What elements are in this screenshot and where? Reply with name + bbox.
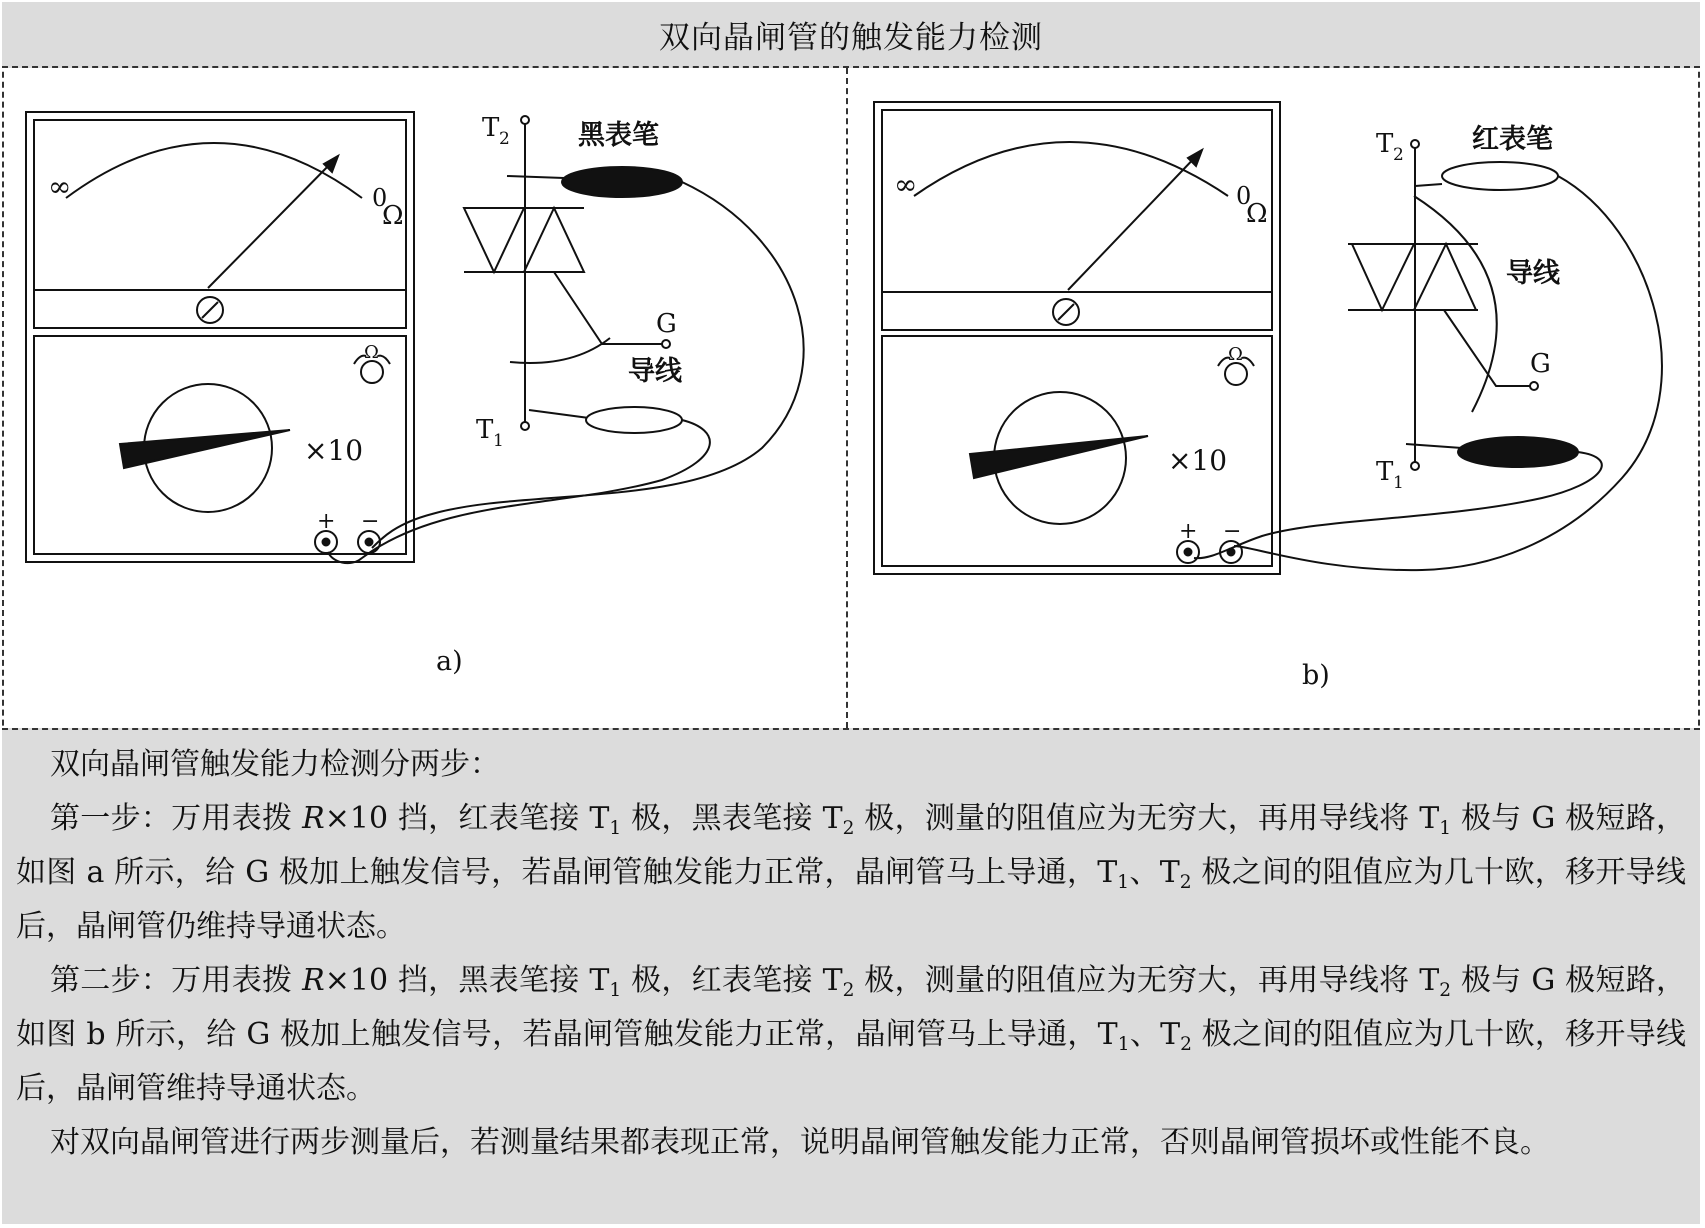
step2-sub-1: 1 [609, 980, 622, 1001]
step2-sub-5: 2 [1180, 1034, 1192, 1055]
step2-sub-2: 2 [842, 980, 855, 1001]
cable-b-black [1194, 452, 1602, 558]
step2-text-f: 、T [1129, 1017, 1181, 1052]
cable-b-red [1234, 176, 1662, 570]
meter-a-range-label: ×10 [304, 434, 364, 467]
triac-a-g-terminal [662, 340, 670, 348]
conclusion-paragraph [16, 1116, 1686, 1170]
step2-text-g: 极之间的阻值应为几十欧，移开导线后，晶闸管维持导通状态。 [16, 1017, 1686, 1106]
triac-b-t2-sub: 2 [1393, 145, 1404, 165]
meter-b-minus-label: − [1223, 519, 1242, 544]
step2-text-d: 极，测量的阻值应为无穷大，再用导线将 T [854, 963, 1440, 998]
triac-a-down-triangle [464, 208, 524, 272]
step2-text-b: ×10 挡，黑表笔接 T [324, 963, 610, 998]
meter-a-minus-label: − [361, 509, 380, 534]
step1-sub-4: 1 [1117, 872, 1130, 893]
wire-a-label: 导线 [628, 356, 682, 387]
probe-a-red [586, 407, 682, 433]
step2-paragraph [16, 954, 1686, 1116]
probe-a-black-tip [507, 176, 564, 178]
step1-text-c: 极，黑表笔接 T [621, 801, 843, 836]
probe-a-black [562, 167, 682, 197]
meter-b-ohm-label: Ω [1246, 199, 1268, 229]
figure-b [874, 102, 1662, 574]
meter-a-needle-tip [324, 156, 338, 172]
meter-a-knob-omega: Ω [364, 342, 379, 363]
meter-a-zero-adjust-slot [202, 302, 218, 318]
triac-b-down-triangle [1352, 244, 1414, 310]
step2-sub-3: 2 [1439, 980, 1452, 1001]
meter-a-minus-jack-dot [366, 539, 373, 546]
figure-b-labels [894, 123, 1561, 691]
step2-text-a: 第二步：万用表拨 [50, 963, 303, 998]
page-title: 双向晶闸管的触发能力检测 [2, 2, 1700, 68]
step1-text-e: 极与 G 极短路，如图 a 所示，给 G 极加上触发信号，若晶闸管触发能力正常，晶闸管马上导通，T [16, 801, 1686, 890]
triac-a-t2-terminal [521, 116, 529, 124]
step1-paragraph [16, 792, 1686, 954]
triac-a-g-label: G [656, 309, 677, 339]
step1-sub-2: 2 [842, 818, 855, 839]
triac-a-t1-terminal [521, 422, 529, 430]
figure-a-caption: a) [436, 646, 463, 677]
probe-a-red-tip [529, 410, 589, 418]
intro-text: 双向晶闸管触发能力检测分两步： [50, 747, 500, 782]
figure-a-labels [48, 113, 683, 677]
step2-text-e: 极与 G 极短路，如图 b 所示，给 G 极加上触发信号，若晶闸管触发能力正常，晶闸管马上导通，T [16, 963, 1686, 1052]
meter-a-zero-strip [34, 290, 406, 328]
meter-a-knob-icon [361, 361, 383, 383]
probe-b-red [1442, 162, 1558, 190]
step1-sub-5: 2 [1179, 872, 1192, 893]
probe-b-red-tip [1415, 184, 1442, 186]
triac-a-t1-sub: 1 [493, 431, 504, 451]
triac-b-t1-label: T [1376, 457, 1394, 487]
probe-b-black [1458, 437, 1578, 467]
meter-a-plus-label: + [317, 509, 336, 534]
meter-b-range-label: ×10 [1168, 444, 1228, 477]
figure-area [2, 68, 1700, 728]
triac-b-g-label: G [1530, 349, 1551, 379]
description-text [2, 728, 1700, 1224]
meter-b-body [874, 102, 1280, 574]
triac-a-t2-sub: 2 [499, 129, 510, 149]
step1-text-g: 极之间的阻值应为几十欧，移开导线后，晶闸管仍维持导通状态。 [16, 855, 1686, 944]
triac-b-g-terminal [1530, 382, 1538, 390]
meter-a-dial-window [34, 120, 406, 328]
step1-text-a: 第一步：万用表拨 [50, 801, 303, 836]
step2-r-symbol: R [302, 963, 325, 998]
meter-a-scale-arc [66, 143, 362, 198]
meter-b-scale-arc [914, 142, 1228, 196]
meter-b-knob-omega: Ω [1228, 344, 1243, 365]
triac-a-t1-label: T [476, 415, 494, 445]
figure-a [26, 112, 804, 563]
probe-a-label: 黑表笔 [578, 120, 659, 151]
meter-b-knob-arrow-right [1242, 358, 1254, 366]
intro-paragraph [16, 738, 1686, 792]
step1-text-f: 、T [1129, 855, 1180, 890]
step1-sub-3: 1 [1439, 818, 1452, 839]
meter-a-zero-label: 0 [372, 184, 388, 212]
meter-b-zero-label: 0 [1236, 182, 1252, 210]
triac-b-t1-sub: 1 [1393, 473, 1404, 493]
triac-a-gate-lead [554, 272, 662, 344]
meter-a-plus-jack-dot [323, 539, 330, 546]
triac-b-t2-terminal [1411, 140, 1419, 148]
meter-b-zero-strip [882, 292, 1272, 330]
step1-text-d: 极，测量的阻值应为无穷大，再用导线将 T [854, 801, 1440, 836]
step1-text-b: ×10 挡，红表笔接 T [324, 801, 610, 836]
cable-a-red [328, 420, 710, 563]
meter-a-ohm-label: Ω [382, 201, 404, 231]
triac-a-up-triangle [524, 208, 584, 272]
meter-b-knob-icon [1225, 363, 1247, 385]
meter-a-infinity-label: ∞ [48, 170, 72, 203]
figures-svg [2, 68, 1700, 728]
figure-b-caption: b) [1302, 660, 1330, 691]
triac-b-t2-label: T [1376, 129, 1394, 159]
triac-b-t1-terminal [1411, 462, 1419, 470]
step1-sub-1: 1 [609, 818, 622, 839]
meter-a-knob-arrow-right [378, 356, 390, 364]
step2-sub-4: 1 [1117, 1034, 1130, 1055]
wire-b-label: 导线 [1506, 258, 1560, 289]
step2-text-c: 极，红表笔接 T [621, 963, 843, 998]
triac-a-t2-label: T [482, 113, 500, 143]
probe-b-label: 红表笔 [1472, 124, 1553, 155]
conclusion-text: 对双向晶闸管进行两步测量后，若测量结果都表现正常，说明晶闸管触发能力正常，否则晶闸管损坏或性能不良。 [50, 1125, 1550, 1160]
cable-a-black [372, 182, 804, 548]
figure-divider [846, 68, 848, 728]
step1-r-symbol: R [302, 801, 325, 836]
meter-b-zero-adjust-slot [1058, 304, 1074, 320]
wire-b-jumper [1414, 196, 1497, 412]
meter-b-plus-jack-dot [1185, 549, 1192, 556]
meter-b-needle [1068, 150, 1202, 290]
meter-b-infinity-label: ∞ [894, 168, 918, 201]
triac-b-up-triangle [1414, 244, 1476, 310]
meter-a-needle [208, 156, 338, 288]
meter-b-plus-label: + [1179, 519, 1198, 544]
